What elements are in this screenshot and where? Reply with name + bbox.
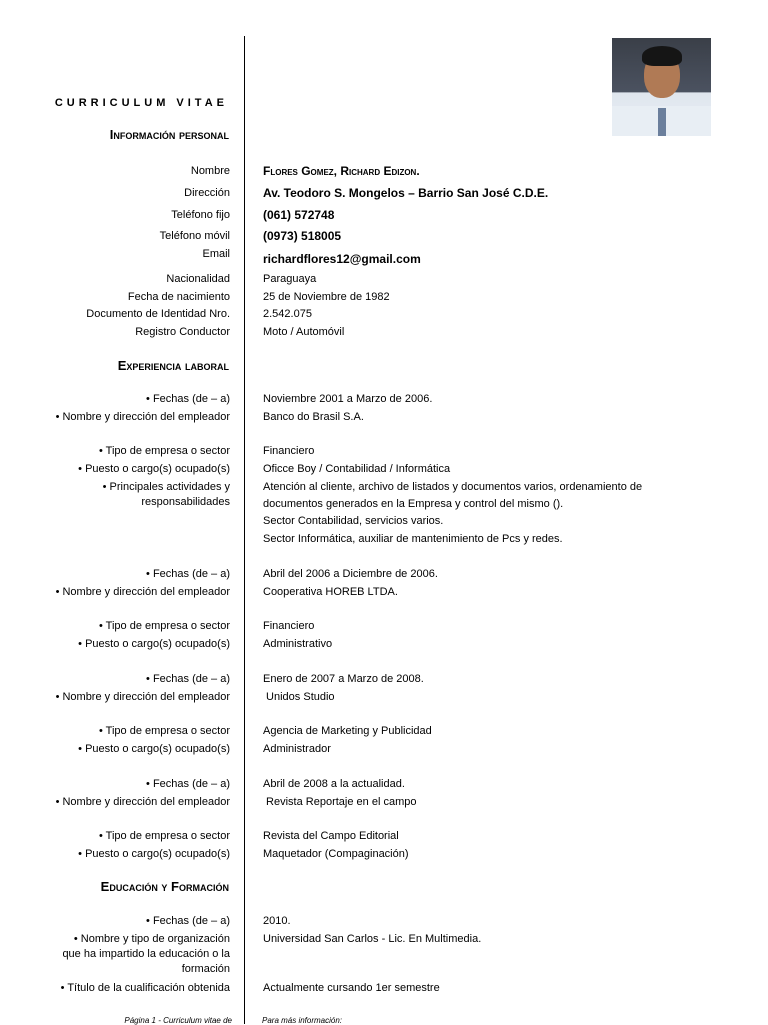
job4-label-position: • Puesto o cargo(s) ocupado(s) bbox=[78, 848, 230, 860]
job1-duty-2: Sector Contabilidad, servicios varios. bbox=[263, 515, 444, 527]
job2-label-position: • Puesto o cargo(s) ocupado(s) bbox=[78, 638, 230, 650]
job2-sector: Financiero bbox=[263, 620, 315, 632]
job2-label-dates: • Fechas (de – a) bbox=[146, 568, 230, 580]
document-title: CURRICULUM VITAE bbox=[54, 97, 228, 109]
job1-duty-3: Sector Informática, auxiliar de mantenimiento de Pcs y redes. bbox=[263, 533, 563, 545]
job2-position: Administrativo bbox=[263, 638, 333, 650]
job4-sector: Revista del Campo Editorial bbox=[263, 830, 399, 842]
label-nationality: Nacionalidad bbox=[166, 273, 230, 285]
job2-dates: Abril del 2006 a Diciembre de 2006. bbox=[263, 568, 438, 580]
job1-sector: Financiero bbox=[263, 445, 315, 457]
job1-duty-1: Atención al cliente, archivo de listados y documentos varios, ordenamiento de documentos generados en la Empresa y control del mismo (). bbox=[263, 481, 643, 510]
value-name: Flores Gomez, Richard Edizon. bbox=[263, 164, 420, 178]
edu-label-org: • Nombre y tipo de organización que ha impartido la educación o la formación bbox=[62, 933, 230, 975]
label-id-document: Documento de Identidad Nro. bbox=[86, 308, 230, 320]
job1-label-employer: • Nombre y dirección del empleador bbox=[55, 411, 230, 423]
label-driver-license: Registro Conductor bbox=[135, 326, 230, 338]
label-email: Email bbox=[202, 248, 230, 260]
job4-label-dates: • Fechas (de – a) bbox=[146, 778, 230, 790]
label-birthdate: Fecha de nacimiento bbox=[127, 291, 230, 303]
job4-position: Maquetador (Compaginación) bbox=[263, 848, 409, 860]
job4-employer: Revista Reportaje en el campo bbox=[263, 796, 417, 808]
job2-label-sector: • Tipo de empresa o sector bbox=[98, 620, 230, 632]
edu-label-qualification: • Título de la cualificación obtenida bbox=[60, 982, 230, 994]
job4-label-sector: • Tipo de empresa o sector bbox=[98, 830, 230, 842]
footer-more-info: Para más información: bbox=[262, 1016, 343, 1025]
job3-position: Administrador bbox=[263, 743, 331, 755]
job3-label-sector: • Tipo de empresa o sector bbox=[98, 725, 230, 737]
job4-label-employer: • Nombre y dirección del empleador bbox=[55, 796, 230, 808]
edu-org: Universidad San Carlos - Lic. En Multimedia. bbox=[263, 933, 482, 945]
column-divider bbox=[244, 36, 245, 1024]
job3-dates: Enero de 2007 a Marzo de 2008. bbox=[263, 673, 424, 685]
value-address: Av. Teodoro S. Mongelos – Barrio San José C.D.E. bbox=[263, 186, 549, 200]
value-id-document: 2.542.075 bbox=[263, 308, 312, 320]
profile-photo bbox=[612, 38, 711, 136]
job1-position: Oficce Boy / Contabilidad / Informática bbox=[263, 463, 451, 475]
edu-qualification: Actualmente cursando 1er semestre bbox=[263, 982, 440, 994]
label-phone: Teléfono fijo bbox=[171, 209, 230, 221]
job1-employer: Banco do Brasil S.A. bbox=[263, 411, 364, 423]
job3-label-employer: • Nombre y dirección del empleador bbox=[55, 691, 230, 703]
job2-label-employer: • Nombre y dirección del empleador bbox=[55, 586, 230, 598]
job1-dates: Noviembre 2001 a Marzo de 2006. bbox=[263, 393, 433, 405]
label-mobile: Teléfono móvil bbox=[159, 230, 230, 242]
value-mobile: (0973) 518005 bbox=[263, 229, 342, 243]
job4-dates: Abril de 2008 a la actualidad. bbox=[263, 778, 405, 790]
job1-label-position: • Puesto o cargo(s) ocupado(s) bbox=[78, 463, 230, 475]
footer-page-label: Página 1 - Curriculum vitae de bbox=[124, 1016, 232, 1025]
job3-employer: Unidos Studio bbox=[263, 691, 335, 703]
value-phone: (061) 572748 bbox=[263, 208, 335, 222]
job1-label-sector: • Tipo de empresa o sector bbox=[98, 445, 230, 457]
section-heading-experience: Experiencia laboral bbox=[117, 358, 229, 373]
job3-label-dates: • Fechas (de – a) bbox=[146, 673, 230, 685]
section-heading-personal: Información personal bbox=[109, 127, 229, 142]
job1-label-duties: • Principales actividades y responsabilidades bbox=[102, 481, 230, 508]
job3-sector: Agencia de Marketing y Publicidad bbox=[263, 725, 432, 737]
value-driver-license: Moto / Automóvil bbox=[263, 326, 345, 338]
edu-dates: 2010. bbox=[263, 915, 291, 927]
job3-label-position: • Puesto o cargo(s) ocupado(s) bbox=[78, 743, 230, 755]
value-email: richardflores12@gmail.com bbox=[263, 252, 421, 266]
job2-employer: Cooperativa HOREB LTDA. bbox=[263, 586, 398, 598]
section-heading-education: Educación y Formación bbox=[100, 879, 229, 894]
edu-label-dates: • Fechas (de – a) bbox=[146, 915, 230, 927]
label-address: Dirección bbox=[184, 187, 230, 199]
value-nationality: Paraguaya bbox=[263, 273, 317, 285]
label-name: Nombre bbox=[190, 165, 230, 177]
job1-label-dates: • Fechas (de – a) bbox=[146, 393, 230, 405]
value-birthdate: 25 de Noviembre de 1982 bbox=[263, 291, 390, 303]
